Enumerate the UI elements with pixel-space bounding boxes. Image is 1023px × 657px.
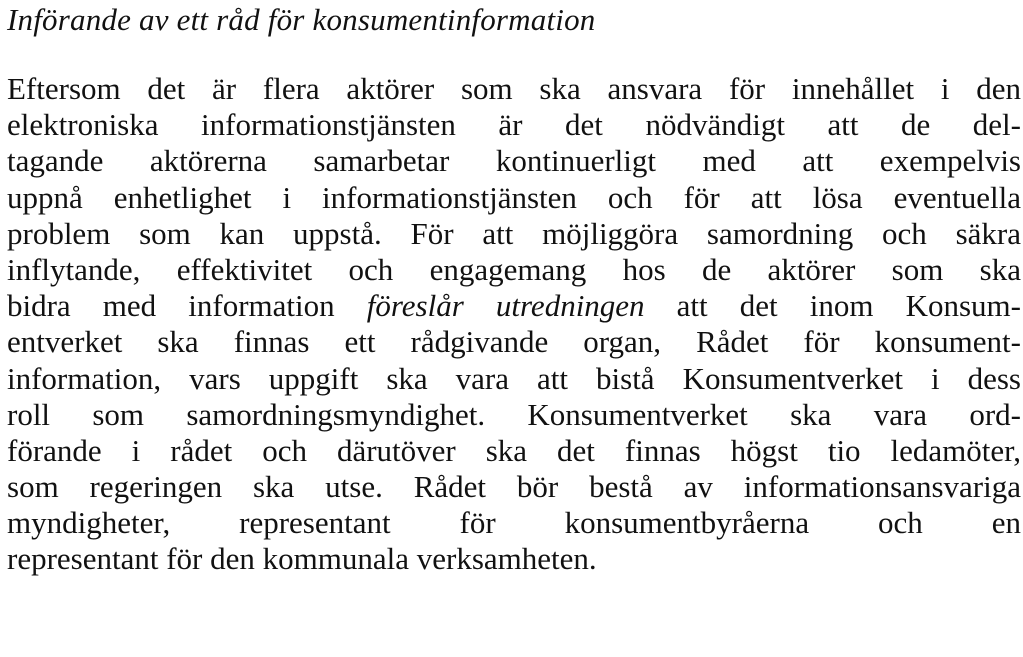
paragraph-line: problem som kan uppstå. För att möjliggöra samordning och säkra (7, 215, 1021, 251)
paragraph-line: information, vars uppgift ska vara att bistå Konsumentverket i dess (7, 360, 1021, 396)
paragraph-line: tagande aktörerna samarbetar kontinuerligt med att exempelvis (7, 143, 1021, 179)
paragraph-line: entverket ska finnas ett rådgivande organ, Rådet för konsument- (7, 324, 1021, 360)
emphasized-phrase: föreslår utredningen (366, 288, 645, 324)
line-text-after: att det inom Konsum- (644, 288, 1021, 324)
paragraph-line: myndigheter, representant för konsumentbyråerna och en (7, 505, 1021, 541)
paragraph-line: förande i rådet och därutöver ska det finnas högst tio ledamöter, (7, 432, 1021, 468)
paragraph-line: uppnå enhetlighet i informationstjänsten och för att lösa eventuella (7, 179, 1021, 215)
body-paragraph (7, 71, 1021, 578)
section-heading: Införande av ett råd för konsumentinformation (7, 2, 596, 37)
paragraph-line (7, 288, 1021, 324)
paragraph-line: roll som samordningsmyndighet. Konsumentverket ska vara ord- (7, 396, 1021, 432)
paragraph-line: elektroniska informationstjänsten är det nödvändigt att de del- (7, 107, 1021, 143)
line-text-before: bidra med information (7, 288, 367, 324)
paragraph-line: representant för den kommunala verksamheten. (7, 541, 597, 577)
paragraph-line: Eftersom det är flera aktörer som ska ansvara för innehållet i den (7, 71, 1021, 106)
paragraph-line: inflytande, effektivitet och engagemang hos de aktörer som ska (7, 251, 1021, 287)
paragraph-line: som regeringen ska utse. Rådet bör bestå av informationsansvariga (7, 469, 1021, 505)
